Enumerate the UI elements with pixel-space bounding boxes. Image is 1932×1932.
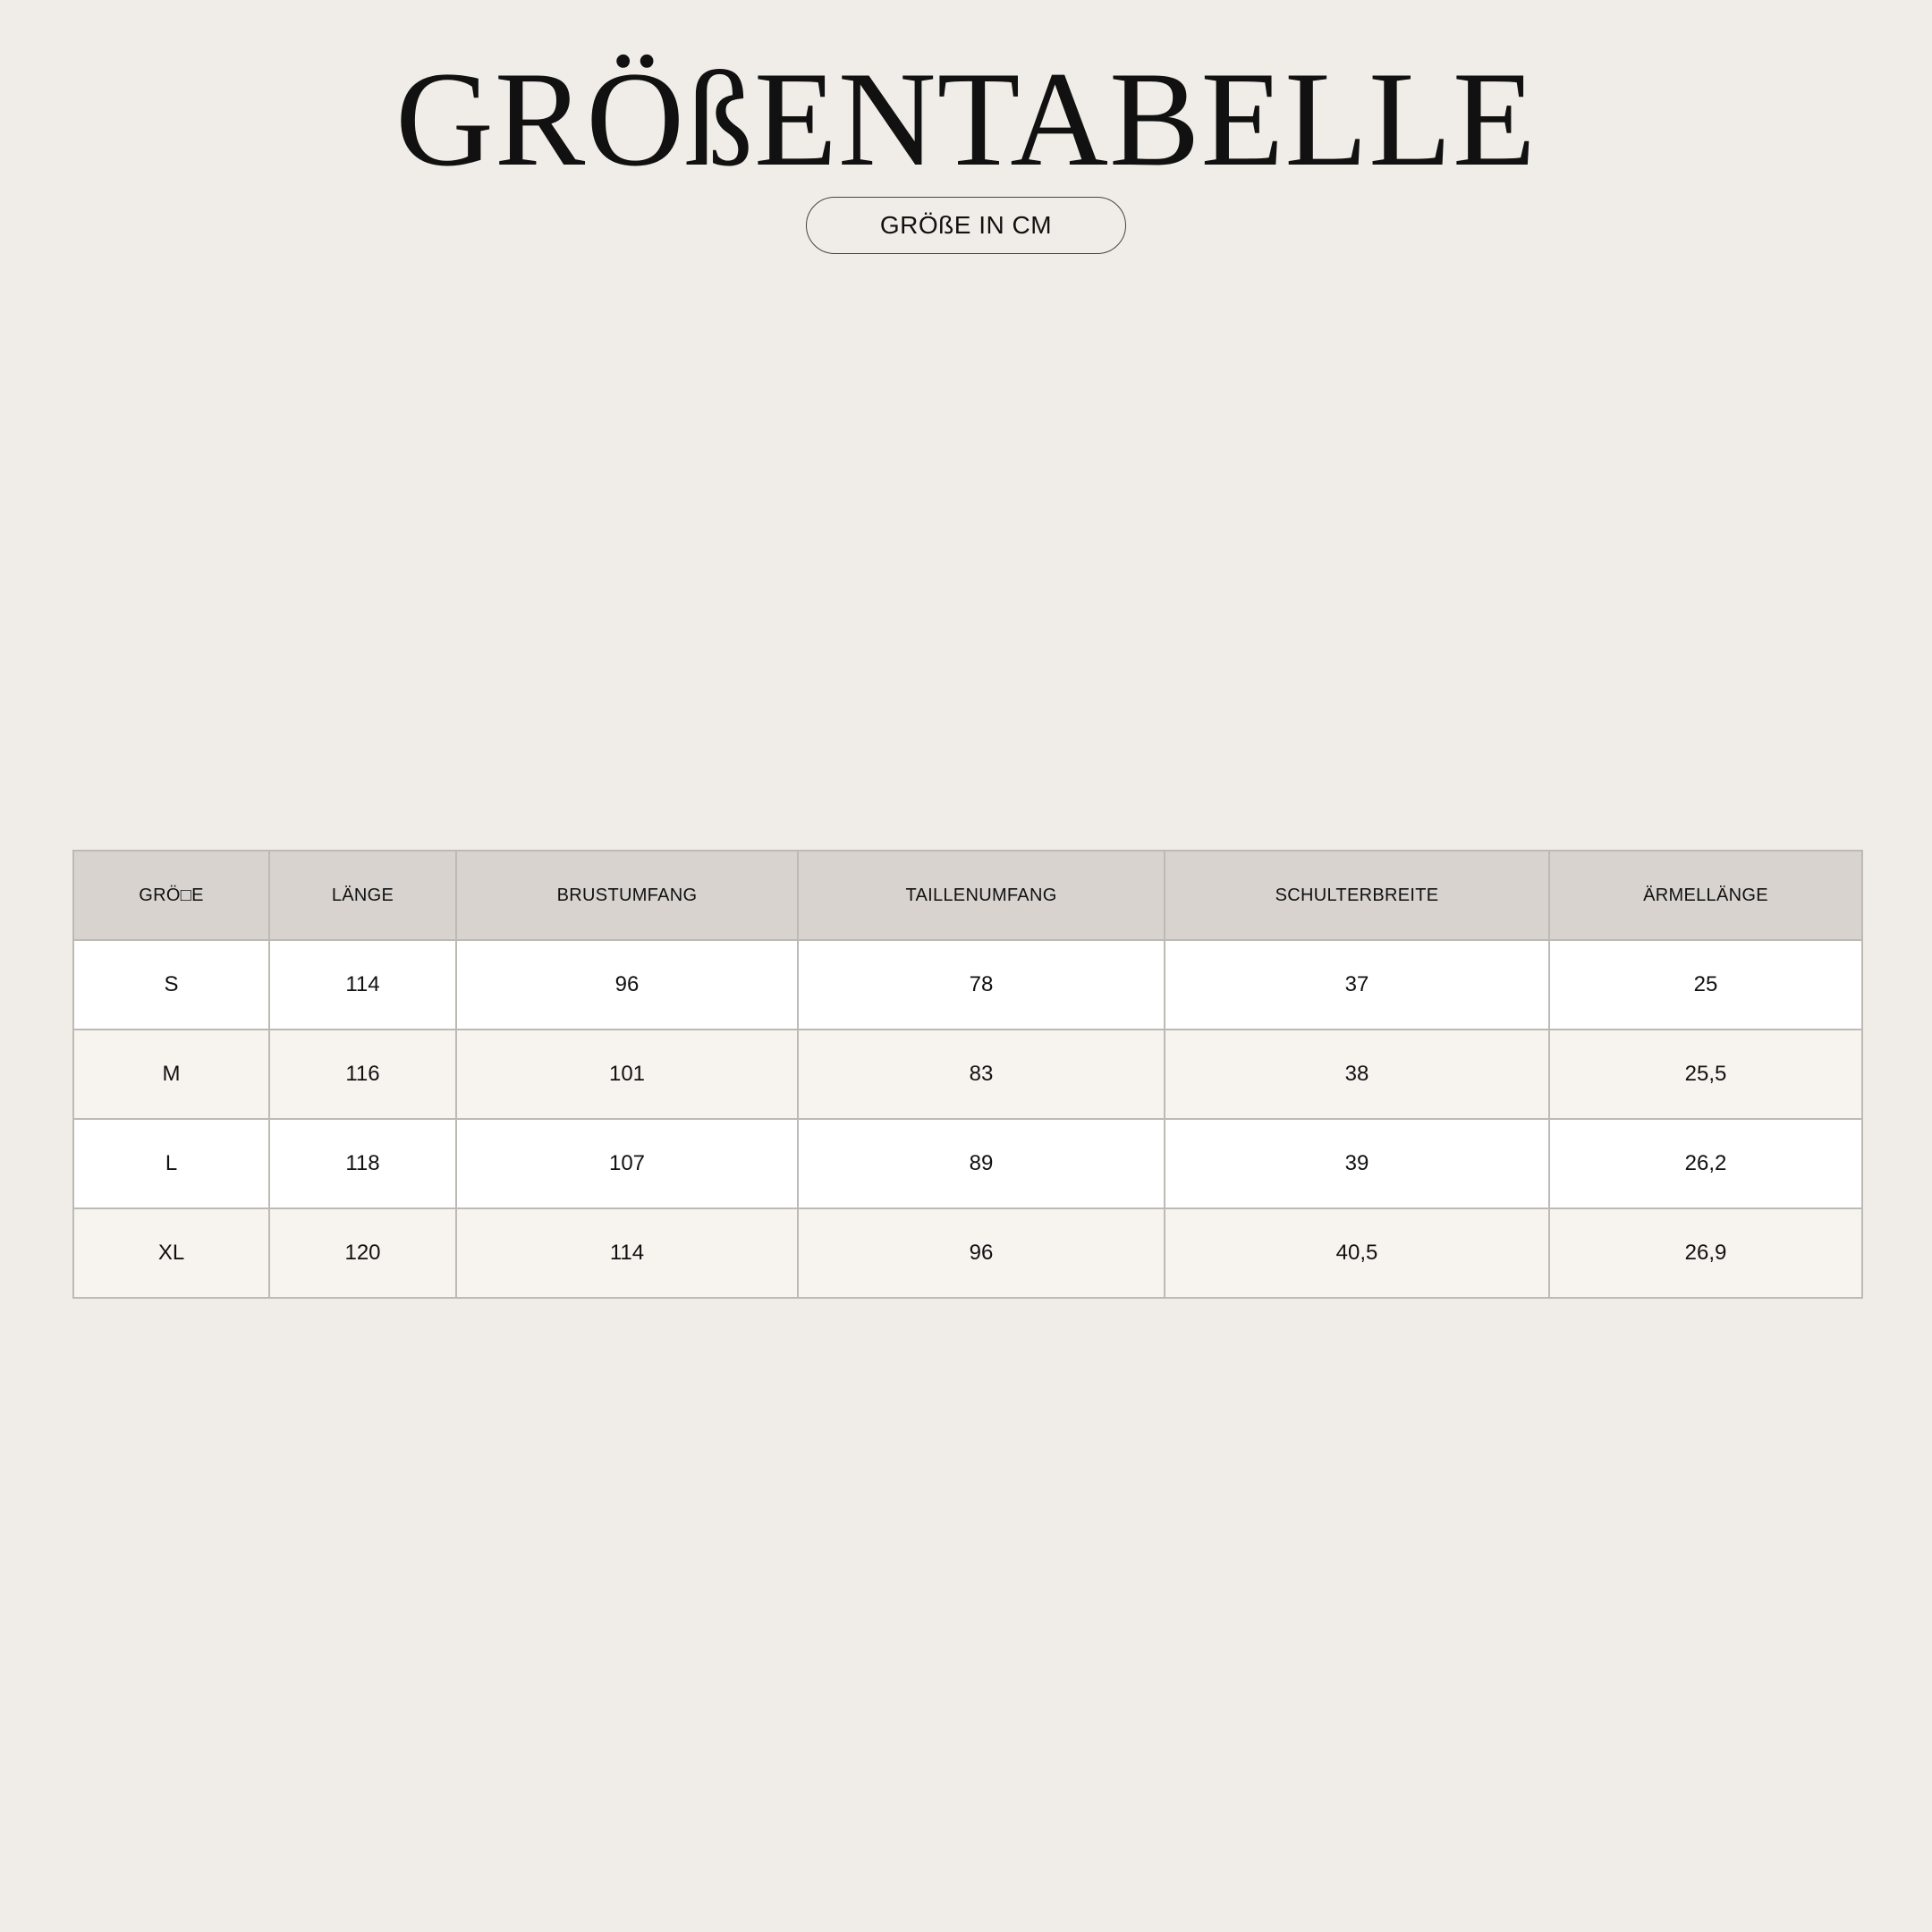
cell-chest: 96 (456, 940, 798, 1030)
cell-shoulder: 39 (1165, 1119, 1549, 1208)
cell-waist: 78 (798, 940, 1165, 1030)
cell-waist: 83 (798, 1030, 1165, 1119)
cell-shoulder: 37 (1165, 940, 1549, 1030)
cell-sleeve: 26,9 (1549, 1208, 1862, 1298)
cell-sleeve: 25,5 (1549, 1030, 1862, 1119)
cell-chest: 114 (456, 1208, 798, 1298)
cell-size: L (73, 1119, 269, 1208)
table-row (73, 1208, 1862, 1298)
page-title: GRÖßENTABELLE (395, 44, 1537, 194)
header-chest: BRUSTUMFANG (456, 851, 798, 940)
table-header-row (73, 851, 1862, 940)
cell-waist: 89 (798, 1119, 1165, 1208)
size-chart-table (72, 850, 1863, 1299)
table-row (73, 1030, 1862, 1119)
cell-waist: 96 (798, 1208, 1165, 1298)
cell-length: 118 (269, 1119, 456, 1208)
cell-sleeve: 26,2 (1549, 1119, 1862, 1208)
header-size: GRÖ□E (73, 851, 269, 940)
cell-chest: 101 (456, 1030, 798, 1119)
cell-chest: 107 (456, 1119, 798, 1208)
cell-size: XL (73, 1208, 269, 1298)
unit-badge-label: GRÖßE IN CM (879, 211, 1053, 239)
header-shoulder: SCHULTERBREITE (1165, 851, 1549, 940)
cell-shoulder: 40,5 (1165, 1208, 1549, 1298)
cell-length: 120 (269, 1208, 456, 1298)
cell-length: 116 (269, 1030, 456, 1119)
cell-length: 114 (269, 940, 456, 1030)
table-row (73, 940, 1862, 1030)
unit-badge (806, 197, 1126, 254)
header-sleeve: ÄRMELLÄNGE (1549, 851, 1862, 940)
header-length: LÄNGE (269, 851, 456, 940)
cell-size: S (73, 940, 269, 1030)
table-row (73, 1119, 1862, 1208)
cell-size: M (73, 1030, 269, 1119)
cell-sleeve: 25 (1549, 940, 1862, 1030)
header-waist: TAILLENUMFANG (798, 851, 1165, 940)
cell-shoulder: 38 (1165, 1030, 1549, 1119)
